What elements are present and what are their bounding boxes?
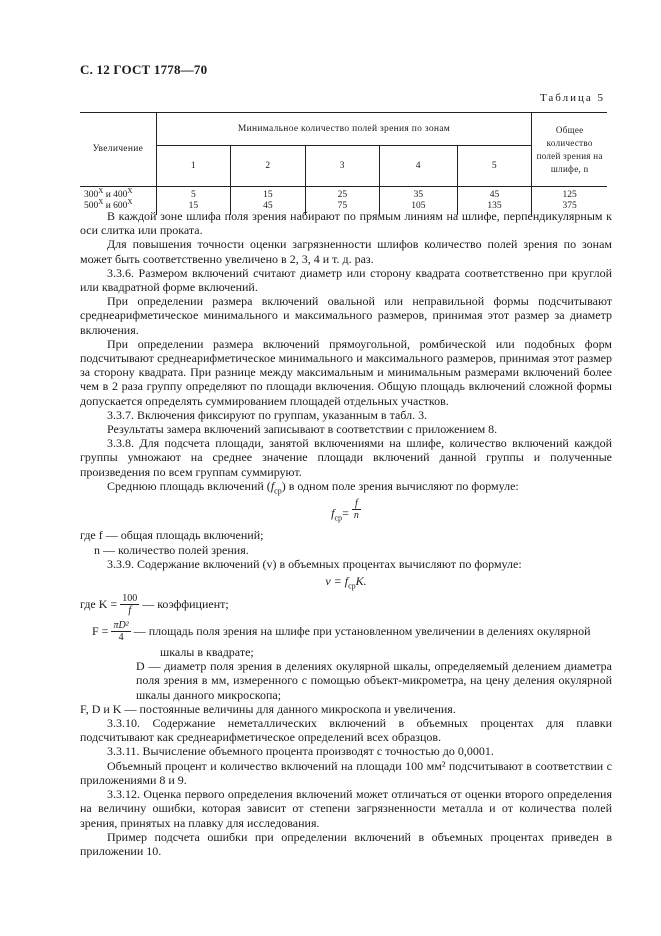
def-f: F = $\frac{\text{πD²}}{4}$ — площадь поля зрения на шлифе при установленном увеличении в делениях окулярной: [92, 620, 591, 644]
zone-2: 2: [231, 146, 305, 187]
table-row: $500^X$ и $600^X$ 15 45 75 105 135 375: [80, 201, 607, 215]
paragraph: 3.3.8. Для подсчета площади, занятой включениями на шлифе, количество включений каждой группы умножают на среднее значение площади включений данной группы и полученные произведения по всем группам суммируют.: [80, 436, 612, 479]
formula-f-cp: $f_{ср}=$ $\frac{f}{n}$: [331, 498, 359, 523]
where-n: n — количество полей зрения.: [94, 542, 249, 557]
paragraph: 3.3.9. Содержание включений (v) в объемных процентах вычисляют по формуле:: [107, 556, 522, 571]
paragraph: 3.3.11. Вычисление объемного процента производят с точностью до 0,0001.: [107, 744, 494, 759]
paragraph: Объемный процент и количество включений на площади 100 мм² подсчитывают в соответствии с приложениями 8 и 9.: [80, 758, 612, 787]
def-d: D — диаметр поля зрения в делениях окулярной шкалы, определяемый делением диаметра поля зрения в мм, измеренного с помощью объект-микрометра, на цену деления окулярной шкалы данного микроскопа;: [136, 659, 612, 702]
table-row: $300^X$ и $400^X$ 5 15 25 35 45 125: [80, 187, 607, 202]
paragraph: При определении размера включений овальной или неправильной формы подсчитывают среднеарифметическое минимального и максимального размеров, принимая этот размер за диаметр включения.: [80, 294, 612, 337]
paragraph: Для повышения точности оценки загрязненности шлифов количество полей зрения по зонам может быть соответственно увеличено в 2, 3, 4 и т. д. раз.: [80, 237, 612, 266]
table-5: [80, 112, 607, 215]
paragraph: В каждой зоне шлифа поля зрения набирают по прямым линиям на шлифе, перпендикулярным к оси слитка или проката.: [80, 209, 612, 238]
table-caption: Таблица 5: [539, 92, 605, 104]
def-k: где K = $\frac{100}{f}$ — коэффициент;: [80, 593, 229, 617]
col-magnification: Увеличение: [80, 113, 156, 187]
where-f: где f — общая площадь включений;: [80, 528, 264, 543]
paragraph: 3.3.7. Включения фиксируют по группам, указанным в табл. 3.: [107, 407, 428, 422]
paragraph: 3.3.12. Оценка первого определения включений может отличаться от оценки второго определения на величину ошибки, которая зависит от степени загрязненности металла и от количества полей зрения, принятых на плавку для исследования.: [80, 787, 612, 830]
col-total: Общее количество полей зрения на шлифе, n: [532, 113, 607, 187]
paragraph: Пример подсчета ошибки при определении включений в объемных процентах приведен в приложении 10.: [80, 829, 612, 858]
col-zones: Минимальное количество полей зрения по зонам: [156, 113, 532, 146]
formula-v: $v = f_{ср}K$.: [325, 574, 367, 591]
def-f-cont: шкалы в квадрате;: [160, 645, 254, 660]
paragraph: 3.3.6. Размером включений считают диаметр или сторону квадрата соответственно при круглой или квадратной форме включений.: [80, 265, 612, 295]
paragraph: Результаты замера включений записывают в соответствии с приложением 8.: [107, 422, 498, 437]
page-header: С. 12 ГОСТ 1778—70: [80, 62, 208, 77]
def-fdk: F, D и K — постоянные величины для данного микроскопа и увеличения.: [80, 701, 456, 716]
zone-5: 5: [457, 146, 532, 187]
zone-1: 1: [156, 146, 230, 187]
paragraph: 3.3.10. Содержание неметаллических включений в объемных процентах для плавки подсчитывают как среднеарифметическое определений всех образцов.: [80, 716, 612, 745]
body-text: [80, 209, 612, 858]
paragraph: При определении размера включений прямоугольной, ромбической или подобных форм подсчитывают среднеарифметическое минимального и максимального размеров, принимая этот размер за сторону квадрата. При разнице между максимальным и минимальным размерами включений более чем в 2 раза группу определяют по площади включения. Общую площадь включений сложной формы допускается определять суммированием площадей отдельных участков.: [80, 336, 612, 408]
zone-4: 4: [380, 146, 458, 187]
paragraph: Среднюю площадь включений $(f_{ср})$ в одном поле зрения вычисляют по формуле:: [107, 478, 519, 496]
zone-3: 3: [305, 146, 379, 187]
